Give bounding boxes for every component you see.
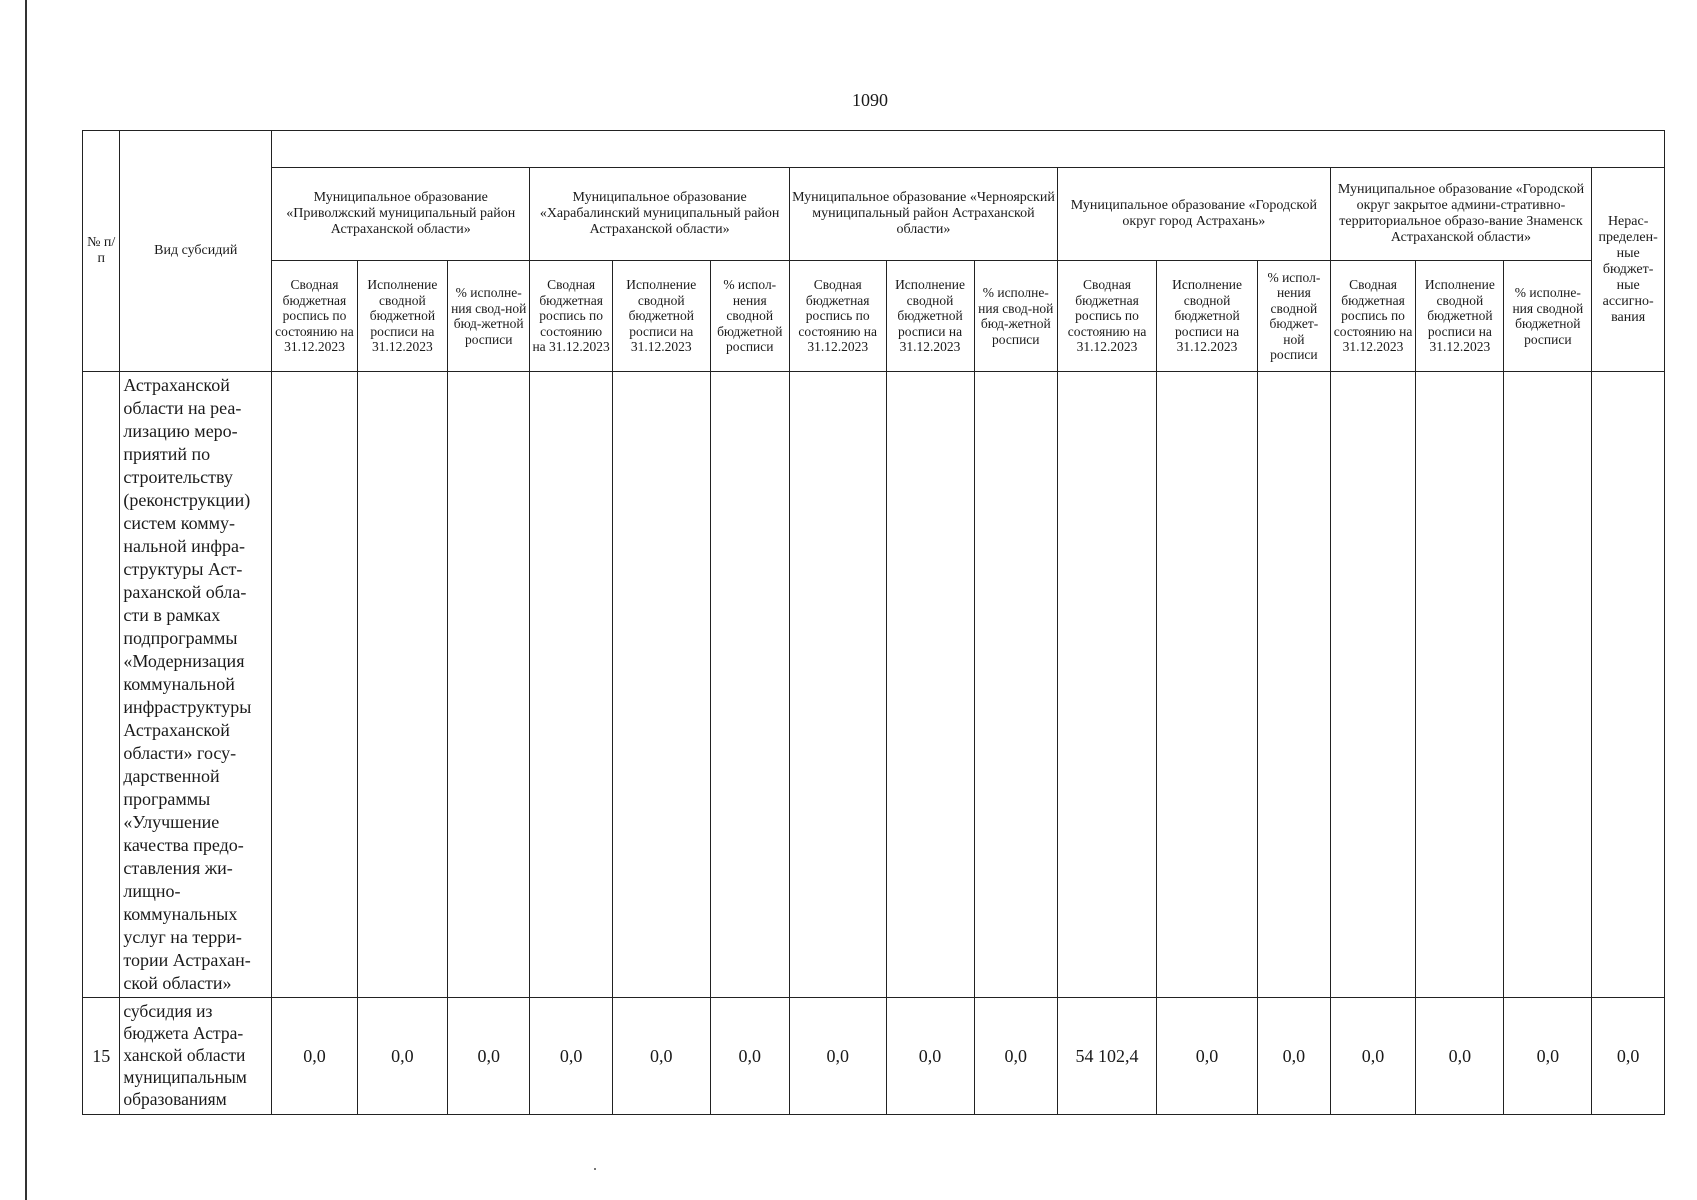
- header-col-plan: Сводная бюджетная роспись по состоянию на 31.12.2023: [1330, 261, 1416, 372]
- header-col-percent: % испол-нения сводной бюджет-ной росписи: [1258, 261, 1331, 372]
- header-municipality-1: Муниципальное образование «Приволжский муниципальный район Астраханской области»: [272, 168, 530, 261]
- cell-empty: [1330, 372, 1416, 998]
- subsidy-table: [82, 130, 1665, 1115]
- header-subsidy-type: Вид субсидий: [120, 131, 272, 372]
- header-municipality-2: Муниципальное образование «Харабалинский муниципальный район Астраханской области»: [530, 168, 789, 261]
- header-num: № п/п: [83, 131, 120, 372]
- cell-empty: [1416, 372, 1504, 998]
- cell-empty: [1592, 372, 1665, 998]
- header-unallocated: Нерас-пределен-ные бюджет-ные ассигно-вания: [1592, 168, 1665, 372]
- cell-value: 0,0: [612, 998, 710, 1115]
- cell-empty: [357, 372, 447, 998]
- header-col-percent: % исполне-ния свод-ной бюд-жетной росписи: [447, 261, 529, 372]
- binding-edge-line: [25, 0, 27, 1200]
- cell-value: 0,0: [1330, 998, 1416, 1115]
- cell-subsidy-description: Астраханской области на реа-лизацию меро-приятий по строительству (реконструкции) систем комму-нальной инфра-структуры Аст-раханской обла-сти в рамках подпрограммы «Модернизация коммунальной инфраструктуры Астраханской области» госу-дарственной программы «Улучшение качества предо-ставления жи-лищно-коммунальных услуг на терри-тории Астрахан-ской области»: [120, 372, 272, 998]
- header-col-execution: Исполнение сводной бюджетной росписи на 31.12.2023: [886, 261, 974, 372]
- cell-value: 0,0: [447, 998, 529, 1115]
- cell-empty: [612, 372, 710, 998]
- header-col-percent: % исполне-ния сводной бюджетной росписи: [1504, 261, 1592, 372]
- header-col-plan: Сводная бюджетная роспись по состоянию на 31.12.2023: [272, 261, 358, 372]
- header-col-plan: Сводная бюджетная роспись по состоянию на 31.12.2023: [789, 261, 886, 372]
- cell-num-empty: [83, 372, 120, 998]
- cell-value: 54 102,4: [1058, 998, 1157, 1115]
- scan-speck: [594, 1168, 596, 1170]
- cell-value: 0,0: [357, 998, 447, 1115]
- cell-value: 0,0: [530, 998, 612, 1115]
- cell-empty: [1058, 372, 1157, 998]
- cell-empty: [530, 372, 612, 998]
- cell-value: 0,0: [1592, 998, 1665, 1115]
- page-number: 1090: [852, 90, 888, 110]
- cell-value: 0,0: [1416, 998, 1504, 1115]
- header-col-execution: Исполнение сводной бюджетной росписи на 31.12.2023: [1156, 261, 1257, 372]
- cell-row-number: 15: [83, 998, 120, 1115]
- cell-empty: [886, 372, 974, 998]
- cell-value: 0,0: [789, 998, 886, 1115]
- cell-subsidy-description: субсидия из бюджета Астра-ханской области муниципальным образованиям: [120, 998, 272, 1115]
- cell-empty: [1156, 372, 1257, 998]
- cell-value: 0,0: [974, 998, 1058, 1115]
- header-col-plan: Сводная бюджетная роспись по состоянию на 31.12.2023: [1058, 261, 1157, 372]
- cell-value: 0,0: [1156, 998, 1257, 1115]
- cell-empty: [710, 372, 789, 998]
- cell-value: 0,0: [710, 998, 789, 1115]
- cell-value: 0,0: [272, 998, 358, 1115]
- header-col-plan: Сводная бюджетная роспись по состоянию на 31.12.2023: [530, 261, 612, 372]
- cell-empty: [974, 372, 1058, 998]
- cell-empty: [447, 372, 529, 998]
- header-col-execution: Исполнение сводной бюджетной росписи на 31.12.2023: [357, 261, 447, 372]
- header-col-execution: Исполнение сводной бюджетной росписи на 31.12.2023: [1416, 261, 1504, 372]
- header-col-execution: Исполнение сводной бюджетной росписи на 31.12.2023: [612, 261, 710, 372]
- header-municipality-5: Муниципальное образование «Городской округ закрытое админи-стративно-территориальное образо-вание Знаменск Астраханской области»: [1330, 168, 1592, 261]
- cell-empty: [1504, 372, 1592, 998]
- cell-value: 0,0: [1504, 998, 1592, 1115]
- cell-value: 0,0: [886, 998, 974, 1115]
- table-row-continuation: [83, 372, 1665, 998]
- header-col-percent: % исполне-ния свод-ной бюд-жетной росписи: [974, 261, 1058, 372]
- header-municipality-3: Муниципальное образование «Черноярский муниципальный район Астраханской области»: [789, 168, 1057, 261]
- header-col-percent: % испол-нения сводной бюджетной росписи: [710, 261, 789, 372]
- cell-empty: [789, 372, 886, 998]
- header-top-blank: [272, 131, 1665, 168]
- table-row-15: [83, 998, 1665, 1115]
- cell-empty: [272, 372, 358, 998]
- cell-empty: [1258, 372, 1331, 998]
- cell-value: 0,0: [1258, 998, 1331, 1115]
- header-municipality-4: Муниципальное образование «Городской округ город Астрахань»: [1058, 168, 1331, 261]
